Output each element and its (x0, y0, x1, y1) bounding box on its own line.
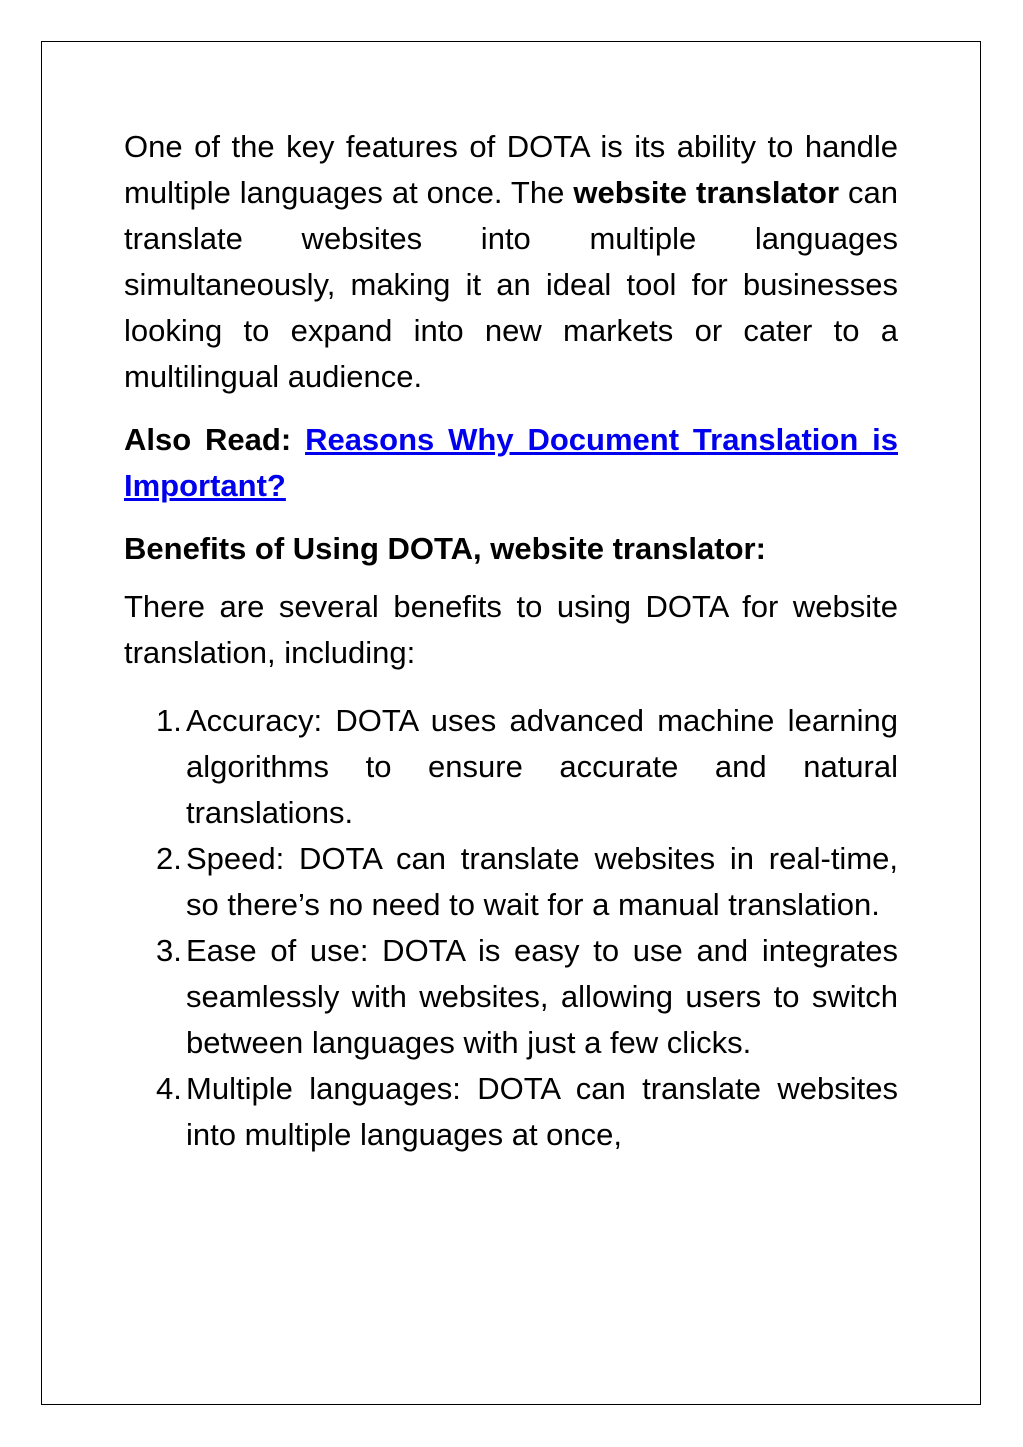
intro-text-end: can translate websites into multiple languages simultaneously, making it an ideal tool for businesses looking to expand into new markets or cater to a multilingual audience. (124, 175, 898, 394)
list-item (124, 698, 898, 836)
list-item-text: Multiple languages: DOTA can translate websites into multiple languages at once, (186, 1071, 898, 1152)
benefits-intro: There are several benefits to using DOTA for website translation, including: (124, 589, 898, 670)
list-item-number: 4. (156, 1071, 182, 1106)
list-item-number: 2. (156, 841, 182, 876)
intro-text-start: One of the key features of DOTA is its ability to handle multiple languages at once. The (124, 129, 898, 210)
list-item-text: Ease of use: DOTA is easy to use and integrates seamlessly with websites, allowing users to switch between languages with just a few clicks. (186, 933, 898, 1060)
list-item-text: Accuracy: DOTA uses advanced machine learning algorithms to ensure accurate and natural translations. (186, 703, 898, 830)
list-item (124, 928, 898, 1066)
also-read-paragraph (124, 417, 898, 509)
document-content (124, 124, 898, 1158)
intro-paragraph (124, 124, 898, 400)
list-item-text: Speed: DOTA can translate websites in real-time, so there’s no need to wait for a manual translation. (186, 841, 898, 922)
benefit-list (124, 698, 898, 1158)
list-item-number: 3. (156, 933, 182, 968)
intro-bold-term: website translator (573, 175, 840, 210)
list-item-number: 1. (156, 703, 182, 738)
also-read-label: Also Read: (124, 422, 306, 457)
list-item (124, 836, 898, 928)
also-read-link[interactable]: Reasons Why Document Translation is Important? (124, 422, 898, 503)
list-item (124, 1066, 898, 1158)
section-heading: Benefits of Using DOTA, website translator: (124, 531, 766, 566)
